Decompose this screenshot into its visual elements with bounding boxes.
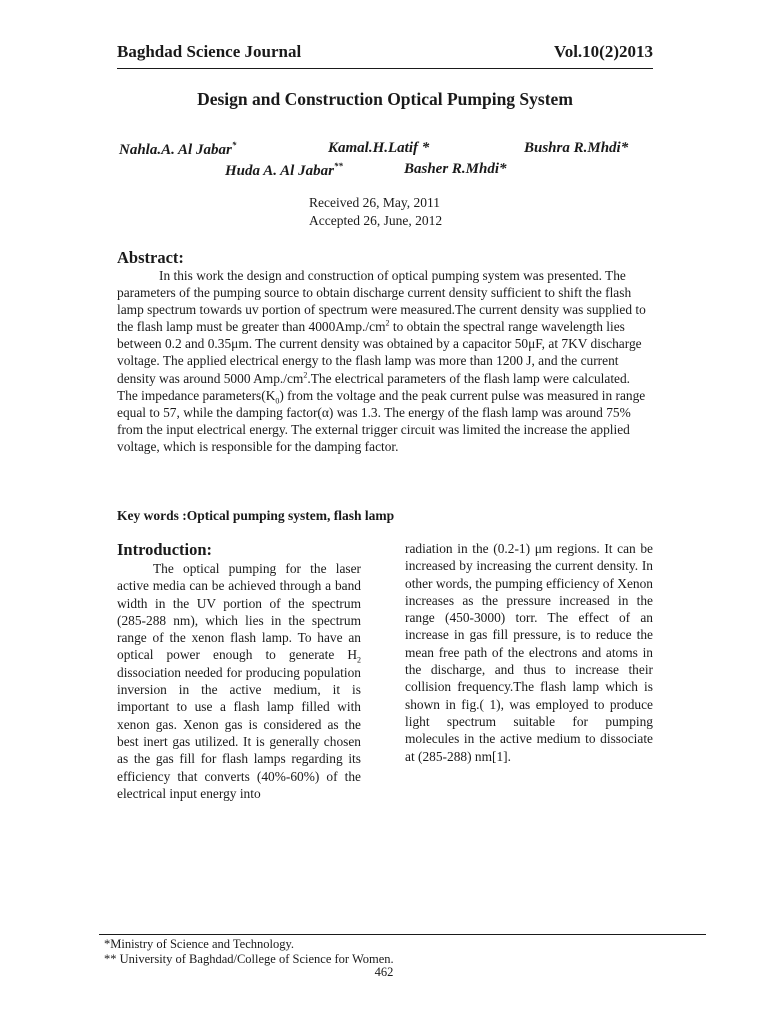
author-4-name: Huda A. Al Jabar xyxy=(225,163,334,179)
page-number: 462 xyxy=(374,965,394,979)
abstract-heading: Abstract: xyxy=(117,248,184,267)
author-1-name: Nahla.A. Al Jabar xyxy=(119,142,232,158)
introduction-paragraph-right: radiation in the (0.2-1) μm regions. It can be increased by increasing the current density. In other words, the pumping efficiency of Xenon increases as the pressure increased in the range (450-3000) torr. The effect of an increase in gas fill pressure, is to reduce the mean free path of the electrons and atoms in the discharge, and thus to increase their collision frequency.The flash lamp which is shown in fig.( 1), was employed to produce light spectrum suitable for pumping molecules in the active medium to dissociate at (285-288) nm[1]. xyxy=(405,541,653,764)
author-row-1 xyxy=(117,140,653,160)
author-2: Kamal.H.Latif * xyxy=(328,140,430,156)
footnote-rule xyxy=(99,934,706,935)
author-4-mark: ** xyxy=(333,161,343,171)
intro-left-text-1: The optical pumping for the laser active media can be achieved through a band width in the UV portion of the spectrum (285-288 nm), which lies in the spectrum range of the xenon flash lamp. To have an optical power enough to generate H xyxy=(117,561,361,663)
intro-left-sub: 2 xyxy=(357,656,361,666)
intro-left-text-2: dissociation needed for producing population inversion in the active medium, it is important to use a flash lamp filled with xenon gas. Xenon gas is considered as the best inert gas utilized. It is generally chosen as the gas fill for flash lamps regarding its efficiency that converts (40%-60%) of the electrical input energy into xyxy=(117,664,361,801)
paper-title: Design and Construction Optical Pumping System xyxy=(197,89,573,109)
author-3: Bushra R.Mhdi* xyxy=(524,140,629,156)
abstract-sub-1: 0 xyxy=(275,396,280,406)
introduction-paragraph-left xyxy=(117,560,361,802)
author-5: Basher R.Mhdi* xyxy=(404,161,507,177)
column-right xyxy=(405,540,653,765)
author-row-2 xyxy=(117,161,653,181)
abstract-text-1: In this work the design and construction of optical pumping system was presented. The parameters of the pumping source to obtain discharge current density sufficient to shift the flash lamp spectrum towards uv portion of spectrum were measured.The current density was supplied to the flash lamp must be greater than 4000Amp./cm xyxy=(117,268,646,335)
abstract-body xyxy=(117,267,653,455)
running-header xyxy=(117,42,653,64)
header-rule xyxy=(117,68,653,69)
journal-name: Baghdad Science Journal xyxy=(117,42,302,61)
dates xyxy=(309,194,442,230)
author-1 xyxy=(119,140,236,159)
received-date: Received 26, May, 2011 xyxy=(309,195,440,210)
keywords: Key words :Optical pumping system, flash lamp xyxy=(117,508,395,523)
abstract-text-3: .The electrical parameters of the flash lamp were calculated. The impedance parameters(K xyxy=(117,370,631,403)
abstract-sup-2: 2 xyxy=(303,370,308,380)
author-1-mark: * xyxy=(231,140,237,150)
abstract-sup-1: 2 xyxy=(385,318,390,328)
abstract-text-4: ) from the voltage and the peak current pulse was measured in range equal to 57, while the damping factor(α) was 1.3. The energy of the flash lamp was around 75% from the input electrical energy. The external trigger circuit was limited the increase the applied voltage, which is responsible for the damping factor. xyxy=(117,387,646,454)
column-left xyxy=(117,540,361,802)
abstract-text-2: to obtain the spectral range wavelength lies between 0.2 and 0.35μm. The current density was obtained by a capacitor 50μF, at 7KV discharge voltage. The applied electrical energy to the flash lamp was more than 1200 J, and the current density was around 5000 Amp./cm xyxy=(117,319,642,386)
footnotes xyxy=(104,937,394,967)
footnote-1: *Ministry of Science and Technology. xyxy=(104,937,295,951)
footnote-2: ** University of Baghdad/College of Science for Women. xyxy=(104,952,394,966)
accepted-date: Accepted 26, June, 2012 xyxy=(309,213,443,228)
author-4 xyxy=(225,161,343,180)
introduction-heading: Introduction: xyxy=(117,540,213,559)
volume-info: Vol.10(2)2013 xyxy=(553,42,653,61)
